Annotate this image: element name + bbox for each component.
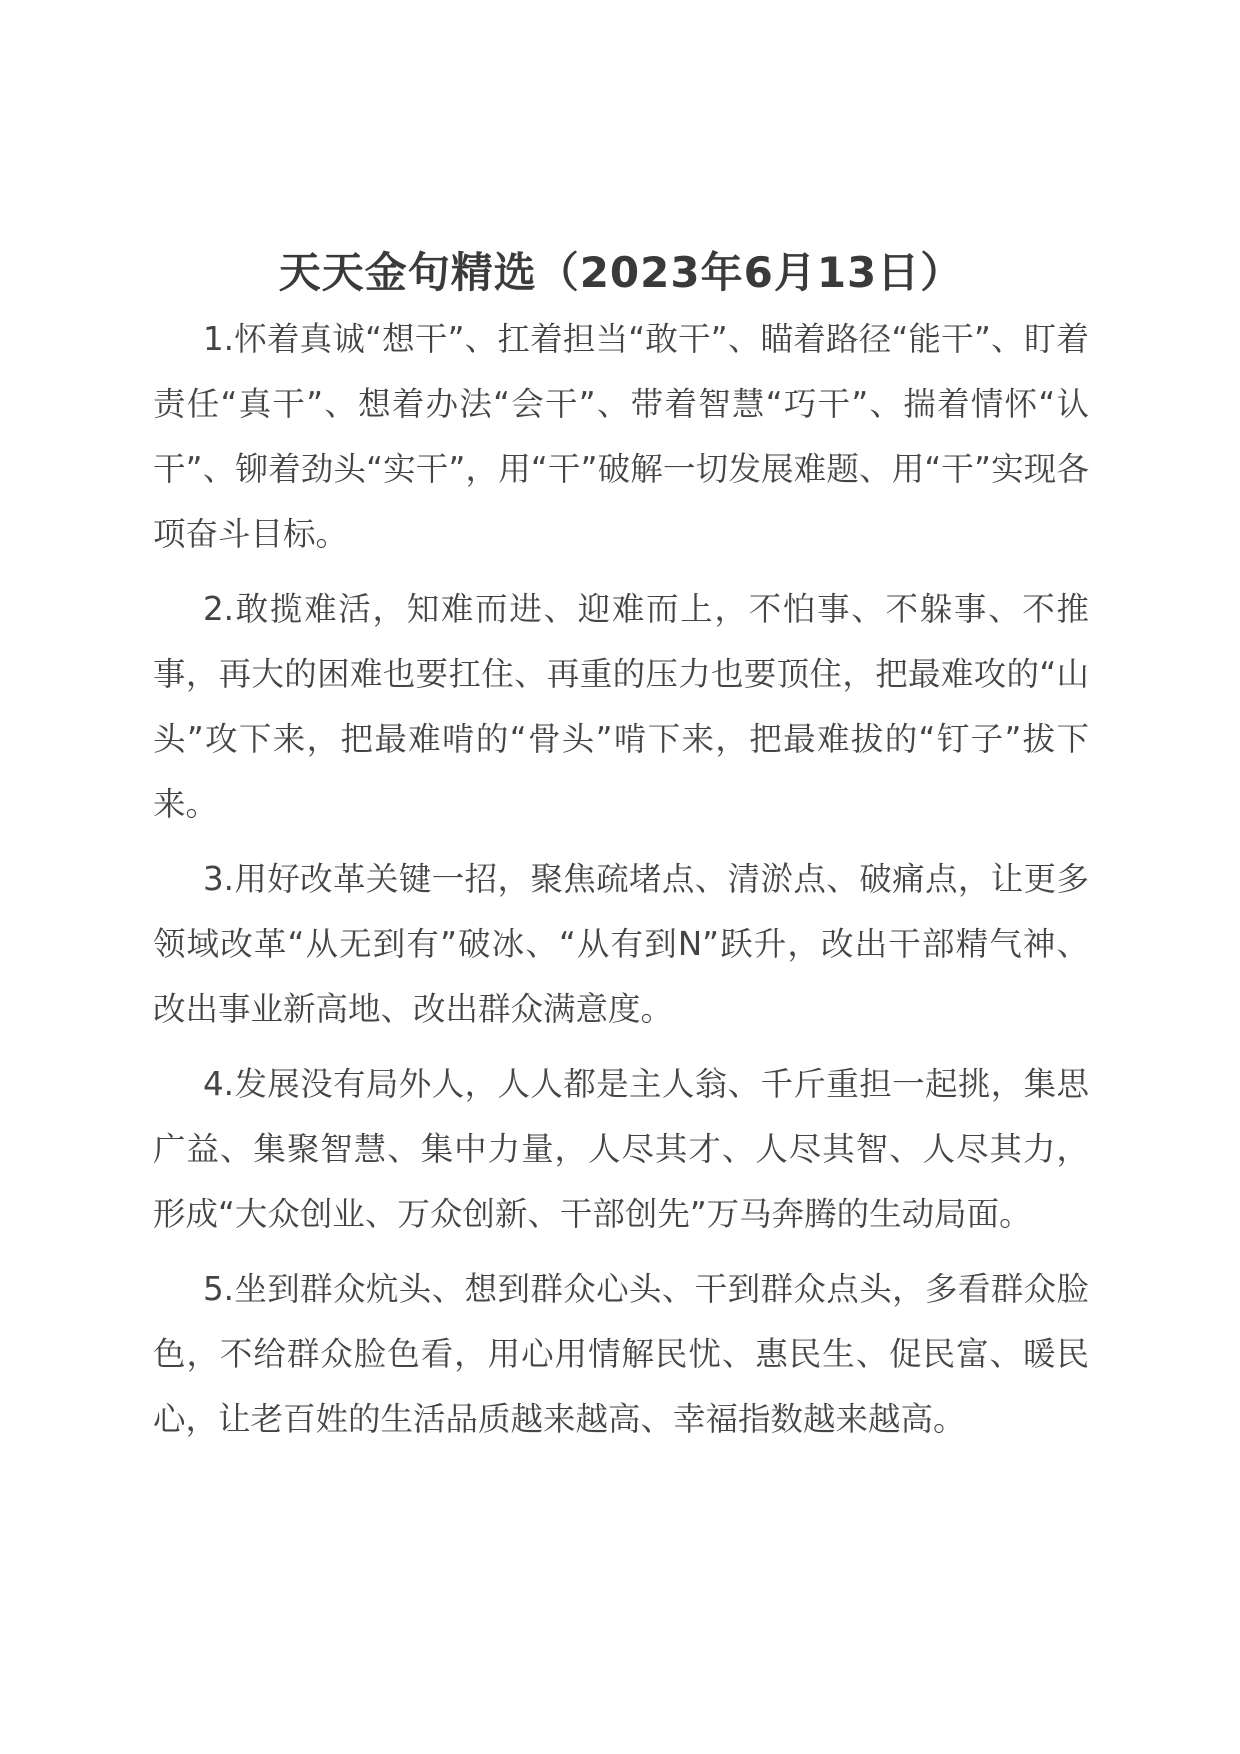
quote-paragraph-3: 3.用好改革关键一招，聚焦疏堵点、清淤点、破痛点，让更多领域改革“从无到有”破冰、“从有到N”跃升，改出干部精气神、改出事业新高地、改出群众满意度。 (153, 860, 1089, 1028)
quote-paragraph-1: 1.怀着真诚“想干”、扛着担当“敢干”、瞄着路径“能干”、盯着责任“真干”、想着办法“会干”、带着智慧“巧干”、揣着情怀“认干”、铆着劲头“实干”，用“干”破解一切发展难题、用“干”实现各项奋斗目标。 (153, 320, 1089, 553)
document-page (153, 243, 1089, 1462)
quote-paragraph-4: 4.发展没有局外人，人人都是主人翁、千斤重担一起挑，集思广益、集聚智慧、集中力量，人尽其才、人尽其智、人尽其力，形成“大众创业、万众创新、干部创先”万马奔腾的生动局面。 (153, 1065, 1089, 1233)
quote-paragraph-5: 5.坐到群众炕头、想到群众心头、干到群众点头，多看群众脸色，不给群众脸色看，用心用情解民忧、惠民生、促民富、暖民心，让老百姓的生活品质越来越高、幸福指数越来越高。 (153, 1270, 1089, 1438)
document-title: 天天金句精选（2023年6月13日） (278, 248, 964, 297)
quote-paragraph-2: 2.敢揽难活，知难而进、迎难而上，不怕事、不躲事、不推事，再大的困难也要扛住、再重的压力也要顶住，把最难攻的“山头”攻下来，把最难啃的“骨头”啃下来，把最难拔的“钉子”拔下来。 (153, 590, 1089, 823)
